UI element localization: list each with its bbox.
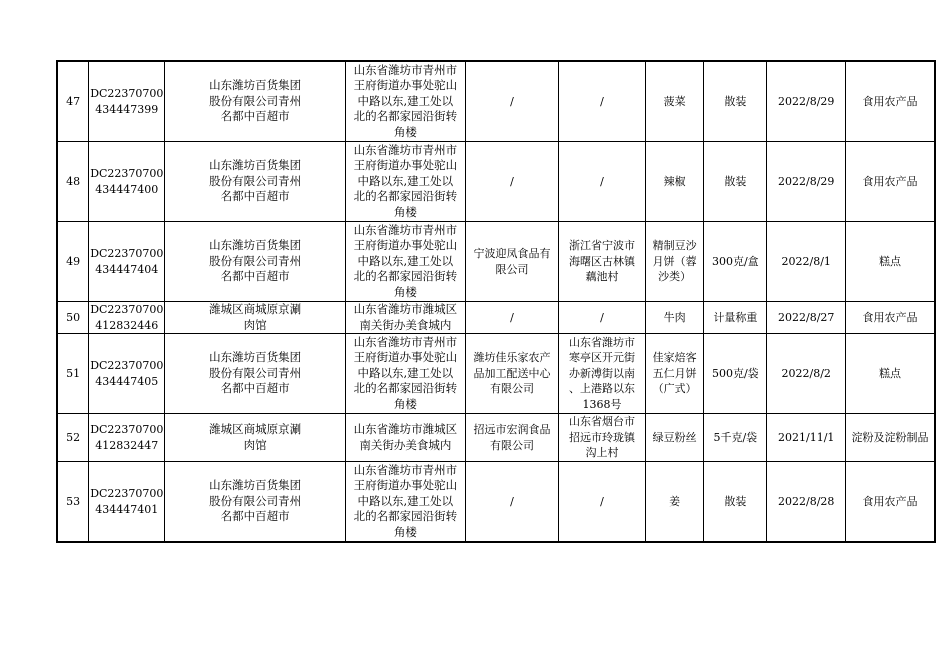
row-number-cell: 53 bbox=[57, 462, 89, 543]
sampled-entity-name-cell: 潍城区商城原京涮 肉馆 bbox=[165, 414, 346, 462]
sample-code-cell: DC22370700 434447405 bbox=[89, 334, 165, 414]
sampling-results-table bbox=[56, 60, 936, 543]
sampled-entity-address-cell: 山东省潍坊市青州市 王府街道办事处驼山 中路以东,建工处以 北的名都家园沿街转 角楼 bbox=[345, 142, 465, 222]
specification-cell: 散装 bbox=[704, 142, 767, 222]
producer-address-cell: / bbox=[559, 142, 646, 222]
sampled-entity-name-cell: 潍城区商城原京涮 肉馆 bbox=[165, 302, 346, 334]
producer-name-cell: / bbox=[465, 61, 558, 142]
production-date-cell: 2021/11/1 bbox=[767, 414, 846, 462]
production-date-cell: 2022/8/2 bbox=[767, 334, 846, 414]
food-name-cell: 菠菜 bbox=[645, 61, 703, 142]
food-name-cell: 姜 bbox=[645, 462, 703, 543]
specification-cell: 散装 bbox=[704, 61, 767, 142]
sampled-entity-name-cell: 山东潍坊百货集团 股份有限公司青州 名都中百超市 bbox=[165, 222, 346, 302]
row-number-cell: 50 bbox=[57, 302, 89, 334]
food-category-cell: 食用农产品 bbox=[846, 462, 935, 543]
sample-code-cell: DC22370700 434447401 bbox=[89, 462, 165, 543]
food-name-cell: 绿豆粉丝 bbox=[645, 414, 703, 462]
producer-name-cell: 招远市宏润食品 有限公司 bbox=[465, 414, 558, 462]
specification-cell: 5千克/袋 bbox=[704, 414, 767, 462]
sample-code-cell: DC22370700 434447400 bbox=[89, 142, 165, 222]
producer-address-cell: 山东省潍坊市 寒亭区开元街 办新溥街以南 、上港路以东 1368号 bbox=[559, 334, 646, 414]
food-category-cell: 糕点 bbox=[846, 334, 935, 414]
producer-name-cell: / bbox=[465, 462, 558, 543]
production-date-cell: 2022/8/29 bbox=[767, 142, 846, 222]
sampled-entity-address-cell: 山东省潍坊市青州市 王府街道办事处驼山 中路以东,建工处以 北的名都家园沿街转 角楼 bbox=[345, 61, 465, 142]
producer-address-cell: 山东省烟台市 招远市玲珑镇 沟上村 bbox=[559, 414, 646, 462]
table-row bbox=[57, 302, 935, 334]
food-name-cell: 辣椒 bbox=[645, 142, 703, 222]
producer-name-cell: / bbox=[465, 302, 558, 334]
sampled-entity-name-cell: 山东潍坊百货集团 股份有限公司青州 名都中百超市 bbox=[165, 334, 346, 414]
row-number-cell: 52 bbox=[57, 414, 89, 462]
sampled-entity-name-cell: 山东潍坊百货集团 股份有限公司青州 名都中百超市 bbox=[165, 61, 346, 142]
sampled-entity-address-cell: 山东省潍坊市青州市 王府街道办事处驼山 中路以东,建工处以 北的名都家园沿街转 角楼 bbox=[345, 462, 465, 543]
sample-code-cell: DC22370700 434447404 bbox=[89, 222, 165, 302]
producer-address-cell: / bbox=[559, 61, 646, 142]
food-category-cell: 淀粉及淀粉制品 bbox=[846, 414, 935, 462]
food-name-cell: 佳家焙客 五仁月饼 （广式） bbox=[645, 334, 703, 414]
table-row bbox=[57, 61, 935, 142]
producer-name-cell: / bbox=[465, 142, 558, 222]
specification-cell: 计量称重 bbox=[704, 302, 767, 334]
sampled-entity-address-cell: 山东省潍坊市青州市 王府街道办事处驼山 中路以东,建工处以 北的名都家园沿街转 角楼 bbox=[345, 334, 465, 414]
table-row bbox=[57, 334, 935, 414]
row-number-cell: 48 bbox=[57, 142, 89, 222]
sample-code-cell: DC22370700 412832446 bbox=[90, 303, 164, 332]
specification-cell: 500克/袋 bbox=[704, 334, 767, 414]
table-row bbox=[57, 462, 935, 543]
production-date-cell: 2022/8/1 bbox=[767, 222, 846, 302]
row-number-cell: 47 bbox=[57, 61, 89, 142]
table-row bbox=[57, 414, 935, 462]
production-date-cell: 2022/8/27 bbox=[767, 302, 846, 334]
sampled-entity-address-cell: 山东省潍坊市潍城区 南关街办美食城内 bbox=[345, 302, 465, 334]
producer-name-cell: 潍坊佳乐家农产 品加工配送中心 有限公司 bbox=[465, 334, 558, 414]
sample-code-cell: DC22370700 434447399 bbox=[89, 61, 165, 142]
producer-name-cell: 宁波迎凤食品有 限公司 bbox=[465, 222, 558, 302]
row-number-cell: 51 bbox=[57, 334, 89, 414]
row-number-cell: 49 bbox=[57, 222, 89, 302]
food-category-cell: 食用农产品 bbox=[846, 302, 935, 334]
food-category-cell: 食用农产品 bbox=[846, 61, 935, 142]
sampled-entity-address-cell: 山东省潍坊市青州市 王府街道办事处驼山 中路以东,建工处以 北的名都家园沿街转 角楼 bbox=[345, 222, 465, 302]
sampled-entity-name-cell: 山东潍坊百货集团 股份有限公司青州 名都中百超市 bbox=[165, 462, 346, 543]
food-category-cell: 食用农产品 bbox=[846, 142, 935, 222]
sampled-entity-address-cell: 山东省潍坊市潍城区 南关街办美食城内 bbox=[345, 414, 465, 462]
sampled-entity-name-cell: 山东潍坊百货集团 股份有限公司青州 名都中百超市 bbox=[165, 142, 346, 222]
food-name-cell: 牛肉 bbox=[645, 302, 703, 334]
table-row bbox=[57, 222, 935, 302]
producer-address-cell: 浙江省宁波市 海曙区古林镇 藕池村 bbox=[559, 222, 646, 302]
food-category-cell: 糕点 bbox=[846, 222, 935, 302]
specification-cell: 散装 bbox=[704, 462, 767, 543]
sample-code-cell: DC22370700 412832447 bbox=[89, 414, 165, 462]
specification-cell: 300克/盒 bbox=[704, 222, 767, 302]
production-date-cell: 2022/8/28 bbox=[767, 462, 846, 543]
table-row bbox=[57, 142, 935, 222]
food-name-cell: 精制豆沙 月饼（蓉 沙类） bbox=[645, 222, 703, 302]
producer-address-cell: / bbox=[559, 302, 646, 334]
production-date-cell: 2022/8/29 bbox=[767, 61, 846, 142]
producer-address-cell: / bbox=[559, 462, 646, 543]
